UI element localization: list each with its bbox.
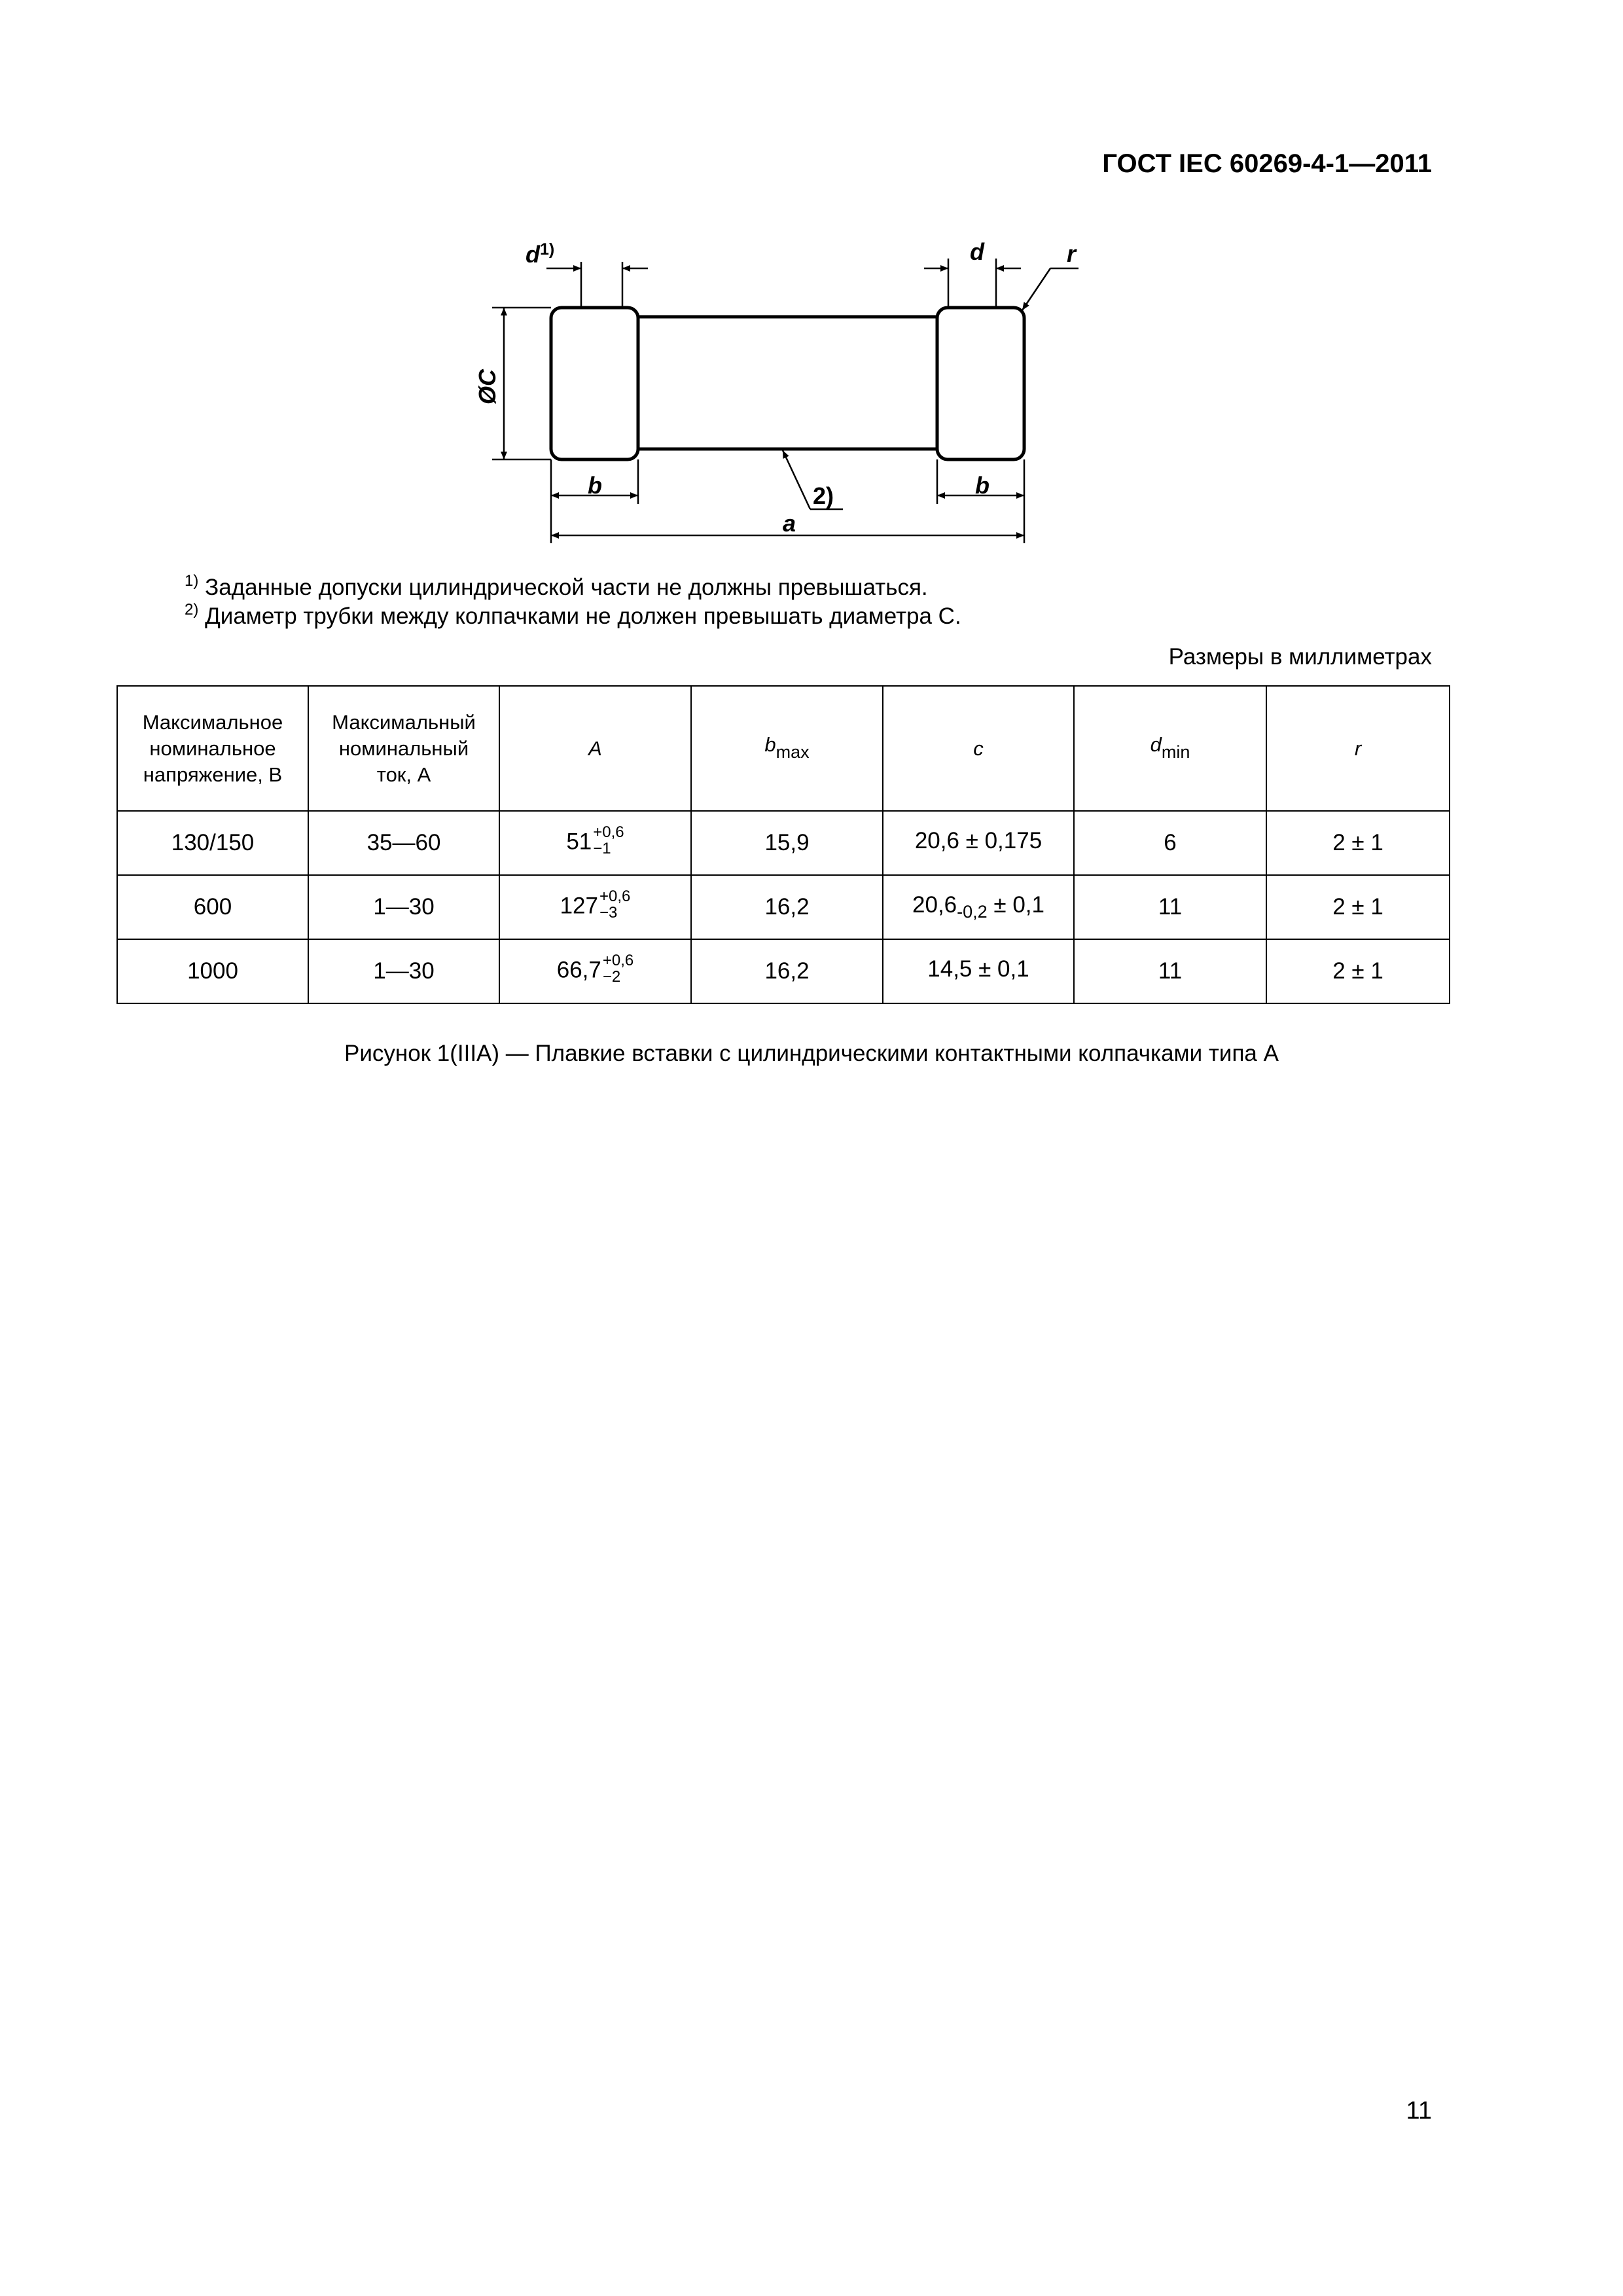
dimension-d (924, 259, 1021, 308)
document-id: ГОСТ IEC 60269-4-1—2011 (1102, 149, 1432, 178)
cell-a: 66,7 +0,6 −2 (499, 939, 691, 1003)
label-note2: 2) (813, 482, 834, 509)
dimension-d1 (546, 262, 648, 308)
label-r: r (1067, 240, 1077, 267)
cell-c: 20,6 ± 0,175 (883, 811, 1074, 875)
label-d: d (970, 238, 984, 265)
label-b-left: b (588, 472, 602, 499)
cell-r: 2 ± 1 (1266, 875, 1450, 939)
page-number: 11 (1406, 2097, 1432, 2125)
footnote-2: $^{2)}$ Диаметр трубки между колпачками не должен превышать диаметра С. (185, 601, 961, 629)
table-row (117, 875, 1450, 939)
cell-current: 1—30 (308, 939, 499, 1003)
table-row (117, 811, 1450, 875)
cell-r: 2 ± 1 (1266, 939, 1450, 1003)
cell-b: 16,2 (691, 939, 883, 1003)
cell-b: 15,9 (691, 811, 883, 875)
cell-voltage: 1000 (117, 939, 308, 1003)
cell-a: 51 +0,6 −1 (499, 811, 691, 875)
table-row (117, 939, 1450, 1003)
label-d1: d (526, 241, 540, 268)
header-c: c (883, 686, 1074, 811)
label-b-right: b (975, 472, 990, 499)
units-note: Размеры в миллиметрах (1168, 644, 1432, 670)
cell-d: 11 (1074, 939, 1266, 1003)
header-b-max: bmax (691, 686, 883, 811)
label-d1-note: 1) (540, 240, 555, 259)
cell-c: 14,5 ± 0,1 (883, 939, 1074, 1003)
figure-caption: Рисунок 1(IIIA) — Плавкие вставки с цилиндрическими контактными колпачками типа А (344, 1041, 1279, 1066)
dimensions-table (116, 685, 1450, 1004)
cell-a: 127 +0,6 −3 (499, 875, 691, 939)
label-diameter-c: ØC (474, 369, 501, 404)
cell-b: 16,2 (691, 875, 883, 939)
header-a: A (499, 686, 691, 811)
fuse-drawing (0, 0, 1623, 576)
fuse-cap-left (551, 308, 638, 459)
cell-r: 2 ± 1 (1266, 811, 1450, 875)
fuse-cap-right (937, 308, 1024, 459)
leader-r (1022, 268, 1079, 310)
dimension-c (492, 308, 551, 459)
header-d-min: dmin (1074, 686, 1266, 811)
cell-current: 35—60 (308, 811, 499, 875)
label-a: a (783, 510, 796, 537)
header-r: r (1266, 686, 1450, 811)
cell-voltage: 130/150 (117, 811, 308, 875)
cell-d: 11 (1074, 875, 1266, 939)
header-voltage: Максимальное номинальное напряжение, В (117, 686, 308, 811)
footnote-1: $^{1)}$ Заданные допуски цилиндрической части не должны превышаться. (185, 572, 928, 600)
cell-d: 6 (1074, 811, 1266, 875)
fuse-tube (632, 317, 939, 449)
cell-current: 1—30 (308, 875, 499, 939)
table-header-row (117, 686, 1450, 811)
header-current: Максимальный номинальный ток, А (308, 686, 499, 811)
cell-voltage: 600 (117, 875, 308, 939)
cell-c: $20,6_{-0,2} \pm 0,1$ (883, 875, 1074, 939)
